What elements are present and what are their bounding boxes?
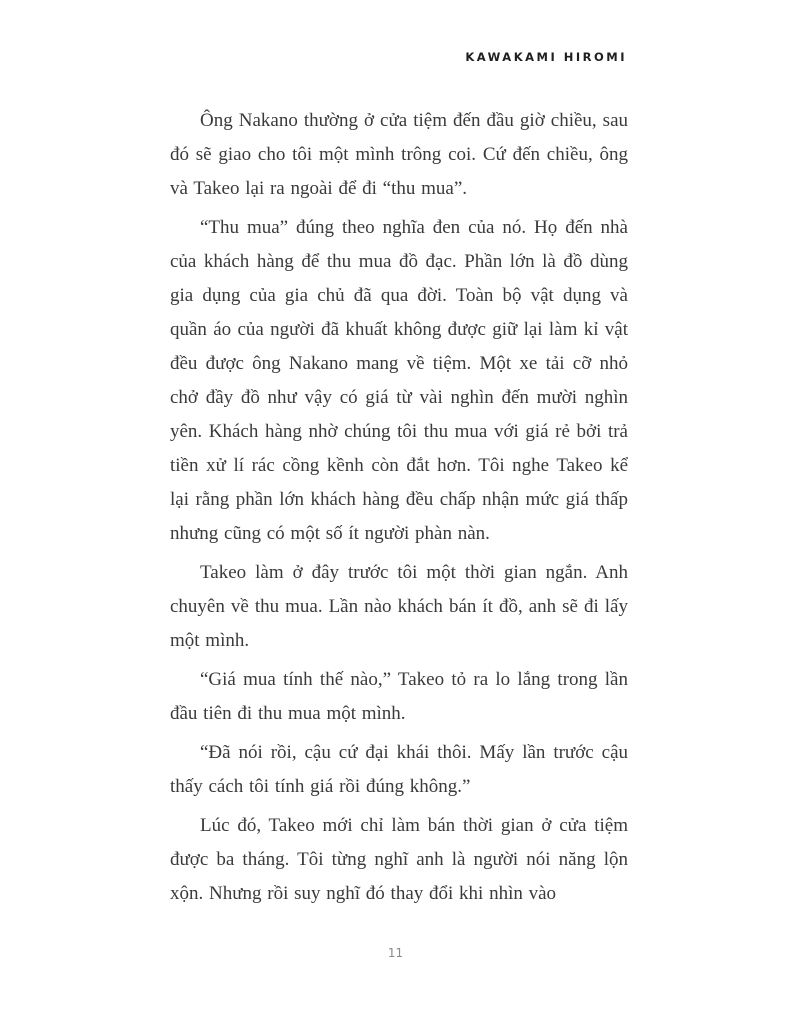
paragraph: “Giá mua tính thế nào,” Takeo tỏ ra lo lắng trong lần đầu tiên đi thu mua một mình. xyxy=(170,669,628,724)
body-text-block xyxy=(170,104,628,916)
paragraph: “Đã nói rồi, cậu cứ đại khái thôi. Mấy lần trước cậu thấy cách tôi tính giá rồi đúng không.” xyxy=(170,742,628,797)
running-header-author: KAWAKAMI HIROMI xyxy=(465,50,627,64)
paragraph: Lúc đó, Takeo mới chỉ làm bán thời gian ở cửa tiệm được ba tháng. Tôi từng nghĩ anh là người nói năng lộn xộn. Nhưng rồi suy nghĩ đó thay đổi khi nhìn vào xyxy=(170,815,628,904)
page-number: 11 xyxy=(387,946,404,960)
paragraph: “Thu mua” đúng theo nghĩa đen của nó. Họ đến nhà của khách hàng để thu mua đồ đạc. Phần lớn là đồ dùng gia dụng của gia chủ đã qua đời. Toàn bộ vật dụng và quần áo của người đã khuất không được giữ lại làm kỉ vật đều được ông Nakano mang về tiệm. Một xe tải cỡ nhỏ chở đầy đồ như vậy có giá từ vài nghìn đến mười nghìn yên. Khách hàng nhờ chúng tôi thu mua với giá rẻ bởi trả tiền xử lí rác cồng kềnh còn đắt hơn. Tôi nghe Takeo kể lại rằng phần lớn khách hàng đều chấp nhận mức giá thấp nhưng cũng có một số ít người phàn nàn. xyxy=(170,217,628,544)
paragraph: Takeo làm ở đây trước tôi một thời gian ngắn. Anh chuyên về thu mua. Lần nào khách bán ít đồ, anh sẽ đi lấy một mình. xyxy=(170,562,628,651)
paragraph: Ông Nakano thường ở cửa tiệm đến đầu giờ chiều, sau đó sẽ giao cho tôi một mình trông coi. Cứ đến chiều, ông và Takeo lại ra ngoài để đi “thu mua”. xyxy=(170,110,628,199)
